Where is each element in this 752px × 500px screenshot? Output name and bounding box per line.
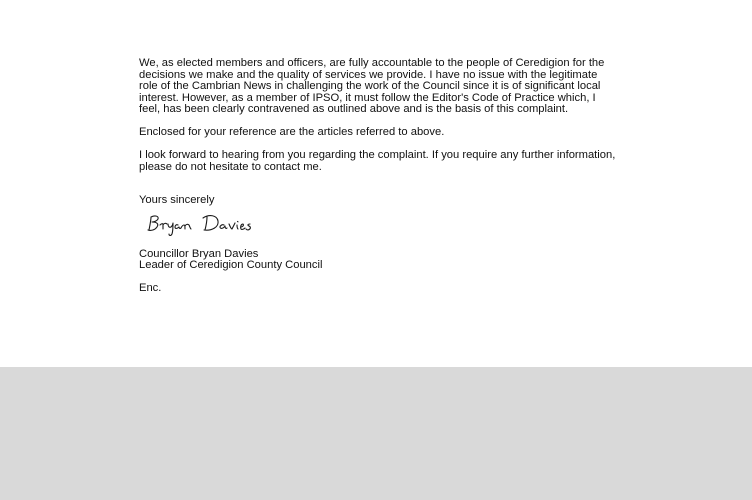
letter-paragraph-contact: I look forward to hearing from you regarding the complaint. If you require any further information, please do not hesitate to contact me. xyxy=(139,149,616,173)
handwritten-signature xyxy=(145,211,263,237)
signoff-title: Leader of Ceredigion County Council xyxy=(139,259,323,271)
letter-body xyxy=(139,58,619,295)
enclosure-note: Enc. xyxy=(139,282,162,294)
letter-closing: Yours sincerely xyxy=(139,194,215,206)
letter-paragraph-accountability: We, as elected members and officers, are fully accountable to the people of Ceredigion for the decisions we make and the quality of services we provide. I have no issue with the legitimate role of the Cambrian News in challenging the work of the Council since it is of significant local interest. However, as a member of IPSO, it must follow the Editor's Code of Practice which, I feel, has been clearly contravened as outlined above and is the basis of this complaint. xyxy=(139,57,605,115)
signoff-name: Councillor Bryan Davies xyxy=(139,247,259,260)
letter-paragraph-enclosed: Enclosed for your reference are the articles referred to above. xyxy=(139,126,445,138)
